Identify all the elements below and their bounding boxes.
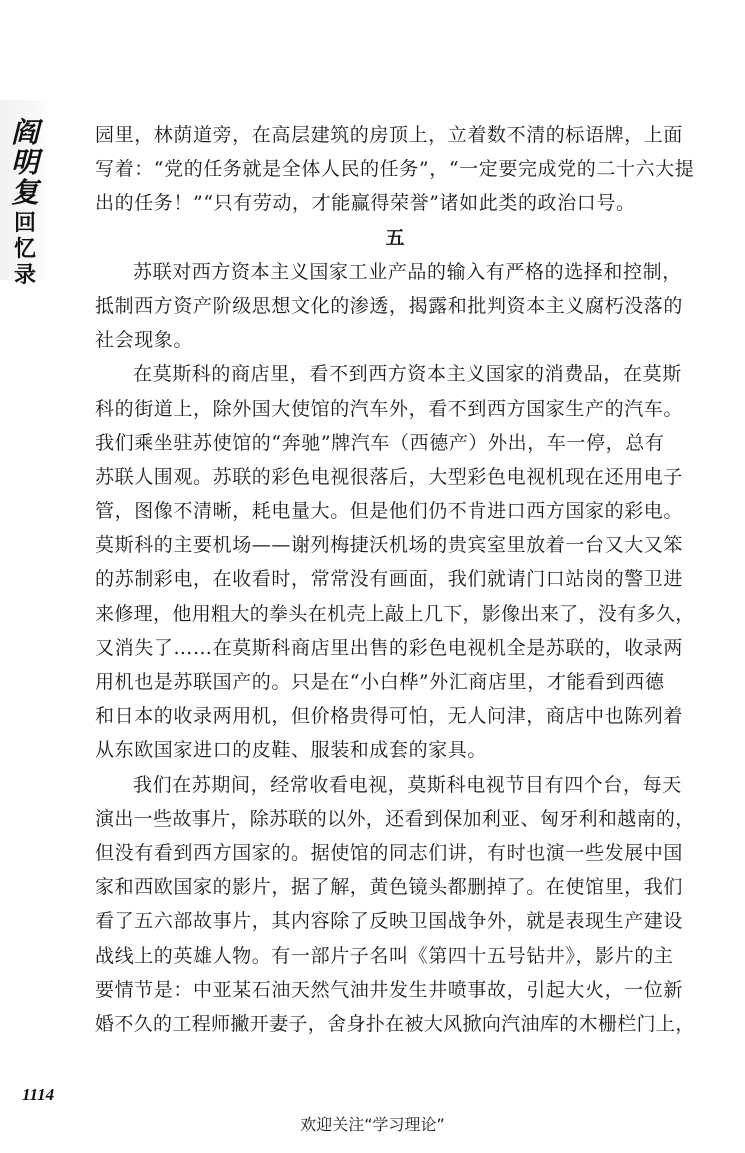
- text-line: 和日本的收录两用机，但价格贵得可怕，无人问津，商店中也陈列着: [95, 705, 684, 728]
- text-line: 管，图像不清晰，耗电量大。但是他们仍不肯进口西方国家的彩电。: [95, 500, 684, 523]
- text-line: 我们乘坐驻苏使馆的“奔驰”牌汽车（西德产）外出，车一停，总有: [95, 431, 665, 454]
- text-line: 写着：“党的任务就是全体人民的任务”，“一定要完成党的二十六大提: [95, 158, 695, 181]
- text-line: 看了五六部故事片，其内容除了反映卫国战争外，就是表现生产建设: [95, 910, 684, 933]
- text-line: 在莫斯科的商店里，看不到西方资本主义国家的消费品，在莫斯: [133, 363, 682, 386]
- book-title-memoir: [6, 210, 44, 288]
- section-heading: 五: [385, 226, 405, 249]
- text-line: 我们在苏期间，经常收看电视，莫斯科电视节目有四个台，每天: [133, 773, 682, 796]
- text-line: 社会现象。: [95, 329, 194, 352]
- body-text: [95, 118, 695, 1041]
- text-line: 出的任务！”“只有劳动，才能赢得荣誉”诸如此类的政治口号。: [95, 192, 636, 215]
- text-line: 家和西欧国家的影片，据了解，黄色镜头都删掉了。在使馆里，我们: [95, 876, 684, 899]
- text-line: 又消失了……在莫斯科商店里出售的彩色电视机全是苏联的，收录两: [95, 636, 684, 659]
- book-title-char: 明: [10, 146, 39, 179]
- text-line: 抵制西方资产阶级思想文化的渗透，揭露和批判资本主义腐朽没落的: [95, 294, 684, 317]
- text-line: 科的街道上，除外国大使馆的汽车外，看不到西方国家生产的汽车。: [95, 397, 684, 420]
- text-line: 演出一些故事片，除苏联的以外，还看到保加利亚、匈牙利和越南的，: [95, 807, 695, 830]
- book-title-char: 忆: [13, 236, 36, 262]
- text-line: 要情节是：中亚某石油天然气油井发生井喷事故，引起大火，一位新: [95, 978, 684, 1001]
- text-line: 从东欧国家进口的皮鞋、服装和成套的家具。: [95, 739, 488, 762]
- text-line: 但没有看到西方国家的。据使馆的同志们讲，有时也演一些发展中国: [95, 841, 684, 864]
- book-title-char: 复: [10, 176, 39, 209]
- book-title-author: [6, 118, 44, 208]
- text-line: 用机也是苏联国产的。只是在“小白桦”外汇商店里，才能看到西德: [95, 671, 665, 693]
- text-line: 婚不久的工程师撇开妻子，舍身扑在被大风掀向汽油库的木栅栏门上，: [95, 1012, 695, 1035]
- text-line: 苏联人围观。苏联的彩色电视很落后，大型彩色电视机现在还用电子: [95, 465, 684, 488]
- book-title-char: 录: [13, 262, 36, 288]
- text-line: 园里，林荫道旁，在高层建筑的房顶上，立着数不清的标语牌，上面: [95, 124, 684, 146]
- footer-note: 欢迎关注“学习理论”: [300, 1115, 445, 1134]
- book-title-char: 阎: [10, 116, 39, 149]
- text-line: 的苏制彩电，在收看时，常常没有画面，我们就请门口站岗的警卫进: [95, 568, 684, 591]
- text-line: 来修理，他用粗大的拳头在机壳上敲上几下，影像出来了，没有多久，: [95, 602, 695, 625]
- text-line: 战线上的英雄人物。有一部片子名叫《第四十五号钻井》，影片的主: [95, 944, 674, 967]
- text-line: 莫斯科的主要机场——谢列梅捷沃机场的贵宾室里放着一台又大又笨: [95, 534, 684, 557]
- book-title-char: 回: [13, 210, 36, 236]
- text-line: 苏联对西方资本主义国家工业产品的输入有严格的选择和控制，: [133, 260, 682, 283]
- page-number: 1114: [22, 1085, 55, 1104]
